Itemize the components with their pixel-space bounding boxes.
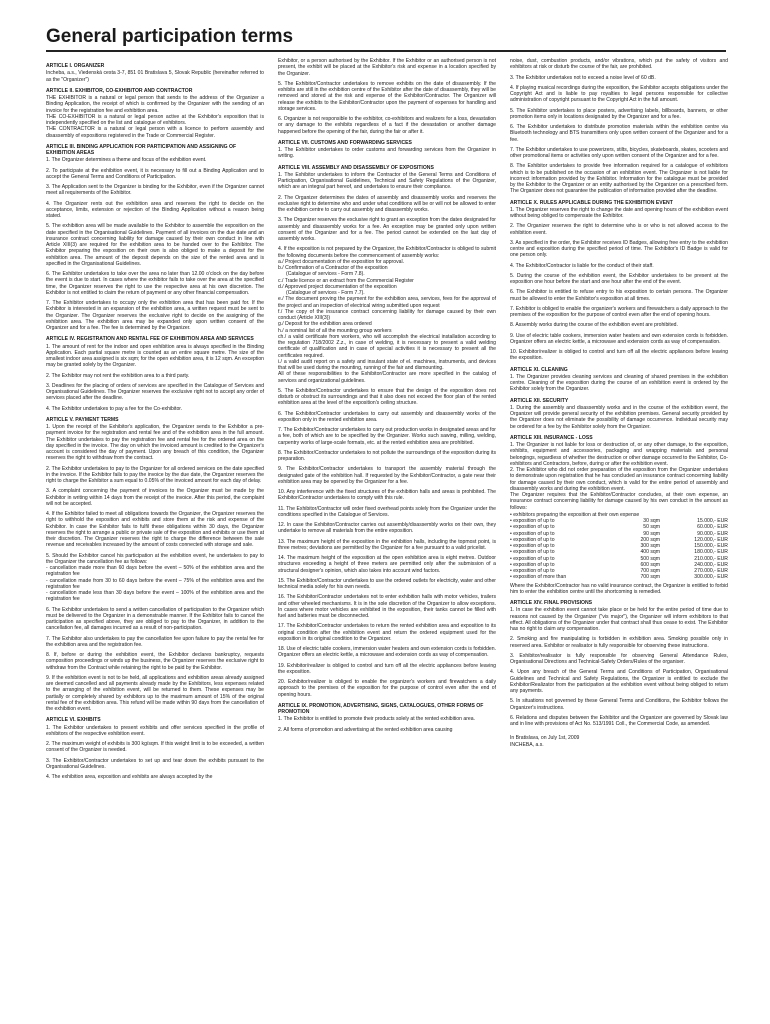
column-3 (510, 58, 728, 748)
row-label: • exposition of up to (510, 518, 555, 524)
list-item: a./ Project documentation of the exposition for approval. (278, 258, 405, 265)
list-item: - cancellation made less than 30 days before the event – 100% of the exhibition area and the registration fee (46, 590, 264, 603)
row-label: • exposition of up to (510, 536, 555, 543)
paragraph: 1. The Exhibitor undertakes to present exhibits and offer services specified in the profile of exhibitors of the respective exhibition event. (46, 724, 264, 737)
paragraph: Exhibitor, or a person authorised by the Exhibitor. If the Exhibitor or an authorised person is not present, the exhibit will be placed at the Exhibitor's risk and expense in a location specified by the Organizer. (278, 58, 496, 77)
paragraph: 3. Exhibitor/realisator is fully responsible for observing General Attendance Rules, Organisational Directions and Technical-Safety Orders/Rules of the organiser. (510, 652, 728, 665)
article-heading: ARTICLE V. PAYMENT TERMS (46, 416, 119, 423)
paragraph: 8. The Exhibitor undertakes to provide free information required for a catalogue of exhibitors which is to be published on the occasion of an exhibition event. The Organizer is not liable for incorrect information provided by the Exhibitor. Information for the catalogue must be provided by the Exhibitor to the Organizer or an entity authorised by the Organizer on a prescribed form. The Organizer does not guarantee the publication of information provided after the deadline. (510, 163, 728, 195)
paragraph: 5. The Exhibitor/Contractor undertakes to ensure that the design of the exposition does not disturb or obstruct its surroundings and that it also does not exceed the floor plan of the rented exhibition area at the level of the exposition's ceiling structure. (278, 387, 496, 407)
list-item: (Catalogue of services - Form 7.7). (286, 290, 365, 296)
paragraph: 14. The maximum height of the exposition at the open exhibition area is eight metres. Outdoor structures exceeding a height of three meters are permitted only after the submission of a structural designer's opinion, which also takes into account wind factors. (278, 555, 496, 574)
paragraph: 5. The exhibition area will be made available to the Exhibitor to assemble the exposition on the date specified in the Organisational Guidelines. Payment of all invoices on the due date and an insurance contract concerning liability for damage caused by their own conduct in line with Article XIII(3) are required for the exhibition area to be handed over to the Exhibitor. The Exhibitor preparing the exposition on their own is also obliged to make a deposit for the exhibition area. The amount of the deposit depends on the size of the rented area and is specified in the Organisational Guidelines. (46, 223, 264, 267)
paragraph: 1. The Organizer reserves the right to change the date and opening hours of the exhibition event without being obliged to compensate the Exhibitor. (510, 206, 728, 219)
row-amount: 150.000,- EUR (694, 543, 728, 549)
paragraph: 11. The Exhibitor/Contractor will order fixed overhead points solely from the Organizer under the conditions specified in the Catalogue of Services. (278, 505, 496, 518)
list-item: h./ a nominal list of all the mounting group workers (278, 327, 392, 334)
row-size: 500 sqm (640, 555, 660, 562)
paragraph: 4. Upon any breach of the General Terms and Conditions of Participation, Organisational Guidelines and Technical and Safety Regulations, the Organizer is entitled to exclude the Exhibitor/Realizator from the participation at the exhibition event without being obliged to return any payments. (510, 669, 728, 694)
paragraph: Incheba, a.s., Viedenská cesta 3-7, 851 01 Bratislava 5, Slovak Republic (hereinafter referred to as the "Organizer") (46, 70, 264, 83)
row-size: 30 sqm (643, 518, 660, 524)
row-label: • exposition of up to (510, 555, 555, 562)
paragraph: 2. The maximum weight of exhibits is 300 kg/sqm. If this weight limit is to be exceeded, a written consent of the Organizer is needed. (46, 741, 264, 754)
paragraph: 3. Deadlines for the placing of orders of services are specified in the Catalogue of Services and Organisational Guidelines. The Organizer reserves the exclusive right not to accept any order of services placed after the deadline. (46, 382, 264, 402)
signature-place-date: In Bratislava, on July 1st, 2009 (510, 735, 580, 742)
paragraph: noise, dust, combustion products, and/or vibrations, which put the safety of visitors and exhibitors at risk or disturb the course of the fair, are prohibited. (510, 58, 728, 71)
paragraph: 3. The Organizer reserves the exclusive right to grant an exception from the dates designated for assembly and disassembly works for a fee. An exception may be granted only upon written consent of the Organizer and for a fee. The period cannot be extended on the last day of assembly works. (278, 217, 496, 242)
paragraph: 5. During the course of the exhibition event, the Exhibitor undertakes to be present at the exposition one hour before the start and one hour after the end of the event. (510, 272, 728, 285)
list-item: - cancellation made more than 60 days before the event – 50% of the exhibition area and the registration fee (46, 565, 264, 578)
list-item: f./ The copy of the insurance contract concerning liability for damage caused by their own conduct (Article XIII(3)) (278, 308, 496, 321)
column-1 (46, 58, 264, 784)
paragraph: 2. The Organizer determines the dates of assembly and disassembly works and reserves the exclusive right to determine who and under what conditions will be or will not be allowed to enter the exhibition centre to carry out assembly and disassembly works. (278, 194, 496, 213)
paragraph: 10. Exhibitor/realizer is obliged to control and turn off all the electric appliances before leaving the exposition. (510, 349, 728, 362)
paragraph: The Organizer requires that the Exhibitor/Contractor concludes, at their own expense, an insurance contract concerning liability for damage caused by his own conduct in the amount as follows: (510, 492, 728, 511)
row-size: 50 sqm (643, 524, 660, 531)
paragraph: 7. The Exhibitor also undertakes to pay the cancellation fee upon failure to pay the rental fee for the exhibition area and the registration fee. (46, 635, 264, 648)
paragraph: 4. The exhibition area, exposition and exhibits are always accepted by the (46, 774, 213, 780)
paragraph: 9. The Exhibitor/Contractor undertakes to transport the assembly material through the designated gate of the exhibition hall. If requested by the Exhibitor/Contractor, a gate near their exhibition area may be opened by the Organizer for a fee. (278, 466, 496, 485)
paragraph: 2. Smoking and fire manipulating is forbidden in exhibition area. Smoking possible only in reserved area. Exhibitor or realisator is fully responsible for observing these instructions. (510, 636, 728, 649)
row-label: • exposition of up to (510, 543, 555, 549)
paragraph: 3. The Exhibitor undertakes not to exceed a noise level of 60 dB. (510, 74, 656, 81)
row-amount: 180.000,- EUR (694, 549, 728, 556)
paragraph: 4. The Exhibitor undertakes to pay a fee for the Co-exhibitor. (46, 405, 183, 412)
article-heading: ARTICLE VIII. ASSEMBLY AND DISASSEMBLY OF EXPOSITIONS (278, 164, 434, 171)
paragraph: 16. The Exhibitor/Contractor undertakes not to enter exhibition halls with motor vehicles, trailers and other wheeled mechanisms. It is in the sole discretion of the Organizer to allow exceptions. In cases where motor vehicles are exhibited in the exposition, their tanks cannot be filled with fuel and batteries must be disconnected. (278, 594, 496, 619)
paragraph: 2. To participate at the exhibition event, it is necessary to fill out a Binding Application and to accept the General Terms and Conditions of Participation. (46, 167, 264, 180)
list-item: c./ Trade licence or an extract from the Commercial Register (278, 277, 414, 284)
row-label: • exposition of up to (510, 524, 555, 531)
paragraph: 8. If, before or during the exhibition event, the Exhibitor declares bankruptcy, requests composition proceedings or winds up the business, the Organizer reserves the exclusive right to withdraw from the Contract while retaining the right to be paid by the Exhibitor. (46, 652, 264, 671)
article-heading: ARTICLE XII. SECURITY (510, 397, 569, 404)
signature-company: INCHEBA, a.s. (510, 741, 544, 748)
insurance-table (510, 512, 728, 581)
list-item: ch./ a valid certificate from workers, who will accomplish the electrical installation according to the regulation 718/2002 Z.z., in case of welding, it is necessary to present a valid welding certificate of qualification and in case of special activities it is necessary to present all the certificates required. (278, 333, 496, 359)
paragraph: 4. If playing musical recordings during the exposition, the Exhibitor accepts obligations under the Copyright Act and is liable to pay royalties to legal persons responsible for collective administration of copyright pursuant to the Copyright Act in the full amount. (510, 84, 728, 104)
paragraph: 1. In case the exhibition event cannot take place or be held for the entire period of time due to reasons not caused by the Organizer ("vis major"), the Organizer will inform exhibitors to that effect. All obligations of the Organizer under that contract shall thus cease to exist. The Exhibitor has no right to claim any compensation. (510, 607, 728, 632)
row-label: • exposition of up to (510, 568, 555, 574)
paragraph: 3. The Application sent to the Organizer is binding for the Exhibitor, even if the Organizer cannot meet all requirements of the Exhibitor. (46, 184, 264, 197)
paragraph: 5. The Exhibitor/Contractor undertakes to remove exhibits on the date of disassembly. If the exhibits are still in the exhibition centre of the Exhibitor after the date of disassembly, they will be removed and stored at the risk and expense of the Exhibitor/Contractor. The Organizer will release the exhibits to the Exhibitor/Contractor upon the payment of expenses for handling and storage services. (278, 80, 496, 112)
paragraph: 10. Any interference with the fixed structures of the exhibition halls and areas is prohibited. The Exhibitor/Contractor undertakes to comply with this rule. (278, 489, 496, 502)
row-label: • exposition of more than (510, 574, 567, 581)
paragraph: 2. The Exhibitor who did not order preparation of the exposition from the Organizer undertakes to demonstrate upon registration that he has concluded an insurance contract concerning liability for damage caused by their own conduct, which is valid for the entire period of assembly and disassembly works and during the exhibition event. (510, 467, 728, 492)
article-heading: ARTICLE II. EXHIBITOR, CO-EXHIBITOR AND CONTRACTOR (46, 87, 193, 94)
paragraph: 8. Assembly works during the course of the exhibition event are prohibited. (510, 322, 678, 329)
paragraph: 5. The Exhibitor undertakes to place posters, advertising labels, billboards, banners, or other promotion items only in locations designated by the Organizer and for a fee. (510, 107, 728, 120)
paragraph: 3. As specified in the order, the Exhibitor receives ID Badges, allowing free entry to the exhibition centre and exposition during the specified period of time. The Exhibitor's ID Badge is valid for one person only. (510, 239, 728, 259)
row-size: 700 sqm (640, 568, 660, 574)
paragraph: 18. Use of electric table cookers, immersion water heaters and own extension cords is forbidden. Organizer offers an electric kettle, a microwave and extension cords as way of compensation. (278, 646, 497, 659)
paragraph: 6. The Exhibitor undertakes to take over the area no later than 12.00 o'clock on the day before the event is due to start. In cases where the exhibitor fails to take over the area at the specified time, the Organizer reserves the right to use the respective area at his own discretion. The Exhibitor is not entitled to claim the return of payment or any other financial compensation. (46, 271, 264, 296)
list-item: d./ Approved project documentation of the exposition (278, 283, 397, 290)
paragraph: 5. In situations not governed by these General Terms and Conditions, the Exhibitor follows the Organizer's instructions. (510, 698, 728, 711)
row-label: • exposition of up to (510, 561, 555, 568)
list-item: g./ Deposit for the exhibition area ordered (278, 321, 372, 328)
paragraph: 1. The Exhibitor undertakes to order customs and forwarding services from the Organizer in writing. (278, 147, 496, 160)
paragraph: THE EXHIBITOR is a natural or legal person that sends to the address of the Organizer a Binding Application, the receipt of which is confirmed by the Organizer with the sending of an invoice for the registration fee and exhibition area. (46, 95, 264, 114)
article-heading: ARTICLE I. ORGANIZER (46, 63, 105, 69)
row-size: 700 sqm (640, 574, 660, 581)
article-heading: ARTICLE III. BINDING APPLICATION FOR PARTICIPATION AND ASSIGNING OF EXHIBITION AREAS (46, 143, 237, 156)
table-row (510, 574, 728, 580)
paragraph: 6. Organizer is not responsible to the exhibitor, co-exhibitors and realizers for a loss, devastation or any damage to the exhibits regardless of a fact if the devastation or another damage happened before the opening of the fair, during the fair or after it. (278, 116, 496, 135)
paragraph: 6. Relations and disputes between the Exhibitor and the Organizer are governed by Slovak law and in line with provisions of Act No. 513/1991 Coll., the Commercial Code, as amended. (510, 714, 728, 727)
paragraph: 17. The Exhibitor/Contractor undertakes to return the rented exhibition area and exposition to its original condition after the exhibition event and return the ordered equipment used for the exposition in its original condition to the Organizer. (278, 623, 496, 642)
paragraph: 6. The Exhibitor is entitled to refuse entry to his exposition to certain persons. The Organizer must be allowed to enter the Exhibitor's exposition at all times. (510, 289, 728, 302)
row-amount: 15.000,- EUR (697, 518, 728, 524)
paragraph: 6. The Exhibitor undertakes to send a written cancellation of participation to the Organizer which must be delivered to the Organizer in a demonstrable manner. If the Exhibitor fails to cancel the participation as specified above, they are obliged to pay to the Organizer, in addition to the cancellation fee, all damages incurred as a result of non-participation. (46, 606, 264, 632)
paragraph: 2. The Exhibitor may not rent the exhibition area to a third party. (46, 372, 190, 379)
paragraph: 4. The Exhibitor/Contractor is liable for the conduct of their staff. (510, 262, 654, 269)
row-size: 600 sqm (640, 561, 660, 568)
row-amount: 270.000,- EUR (694, 568, 728, 574)
paragraph: 3. A complaint concerning the payment of invoices to the Organizer must be made by the Exhibitor in writing within 14 days from the receipt of the invoice. After this period, the complaint will not be accepted. (46, 488, 264, 507)
row-amount: 210.000,- EUR (694, 555, 728, 562)
paragraph: 1. The Organizer provides cleaning services and cleaning of shared premises in the exhibition centre. Cleaning of the exposition during the course of an exhibition event is ordered by the Exhibitor solely from the Organizer. (510, 373, 728, 393)
paragraph: 6. The Exhibitor undertakes to distribute promotion materials within the exhibition centre via Bluetooth technology and BTS transmitters only upon written consent of the Organizer and for a fee. (510, 124, 728, 143)
row-size: 90 sqm (643, 530, 660, 537)
paragraph: 7. Exhibitor is obliged to enable the organizer's workers and firewatchers a daily approach to the premises of the exposition for the purpose of control even after the end of opening hours. (510, 305, 728, 318)
paragraph: 1. The amount of rent for the indoor and open exhibition area is always specified in the Binding Application. Each partial square metre is counted as an entire square metre. The size of the smallest indoor area assigned is six sqm; for the open exhibition area, it is 12 sqm. An exception may be granted solely by the Organizer. (46, 343, 264, 369)
row-amount: 240.000,- EUR (694, 561, 728, 568)
paragraph: 9. Use of electric table cookers, immersion water heaters and own extension cords is forbidden. Organizer offers an electric kettle, a microwave and extension cords as way of compensation. (510, 332, 728, 345)
article-heading: ARTICLE XIV. FINAL PROVISIONS (510, 600, 593, 606)
article-heading: ARTICLE IV. REGISTRATION AND RENTAL FEE OF EXHIBITION AREA AND SERVICES (46, 336, 254, 343)
paragraph: 1. Upon the receipt of the Exhibitor's application, the Organizer sends to the Exhibitor a pre-payment invoice for the registration and rental fee and of the exhibition area in the full amount. The Exhibitor undertakes to pay the registration fee and rental fee for the ordered area on the day specified in the invoice. The day on which the invoiced amount is credited to the Organizer's account is considered the day of payment. Upon any breach of this condition, the Organizer reserves the right to withdraw from the contract. (46, 424, 264, 462)
row-label: • exposition of up to (510, 549, 555, 556)
list-item: i./ a valid audit report on a safety and insulant state of el. machines, instruments, and devices that will be used during the mounting, running of the fair and dismounting. (278, 358, 496, 371)
row-label: • exposition of up to (510, 530, 555, 537)
row-size: 300 sqm (640, 543, 660, 549)
paragraph: 8. The Exhibitor/Contractor undertakes to not pollute the surroundings of the exposition during its preparation. (278, 449, 496, 462)
paragraph: 4. The Organizer rents out the exhibition area and reserves the right to decide on the acceptance, limits, extension or rejection of the Binding Application without a reason being stated. (46, 200, 264, 219)
list-item: (Catalogue of services - Form 7.8). (286, 271, 365, 278)
list-item: e./ The document proving the payment for the exhibition area, services, fees for the approval of the project and an inspection of electrical wiring submitted upon request (278, 296, 496, 309)
article-heading: ARTICLE XIII. INSURANCE - LOSS (510, 434, 593, 441)
column-2 (278, 58, 496, 737)
paragraph: 2. The Exhibitor undertakes to pay to the Organizer for all ordered services on the date specified in the invoice. If the Exhibitor fails to pay the invoice by the due date, the Organizer reserves the right to charge the Exhibitor a sum equal to 0.05% of the invoiced amount for each day of delay. (46, 465, 264, 484)
paragraph: 1. The Organizer is not liable for loss or destruction of, or any other damage, to the exposition, exhibits, equipment and accessories, packaging and wrapping materials and personal belongings, regardless of whether the destruction or other damage occurred to the Exhibitor, Co-exhibitors and Contractors, before, during or after the exhibition event. (510, 442, 728, 467)
paragraph: 4. If the exposition is not prepared by the Organizer, the Exhibitor/Contractor is obliged to submit the following documents before the commencement of assembly works: (278, 246, 496, 259)
article-heading: ARTICLE X. RULES APPLICABLE DURING THE EXHIBITION EVENT (510, 199, 673, 206)
article-heading: ARTICLE VII. CUSTOMS AND FORWARDING SERVICES (278, 139, 412, 146)
paragraph: 7. The Exhibitor/Contractor undertakes to carry out production works in designated areas and for a fee, both of which are to be specified by the Organizer. Works such sawing, milling, welding, carpentry works of large-scale formats, etc. at the rented exhibition area are prohibited. (278, 427, 496, 446)
article-heading: ARTICLE VI. EXHIBITS (46, 717, 101, 724)
paragraph: 1. During the assembly and disassembly works and in the course of the exhibition event, the Organizer will provide general security of the exhibition premises. General security provided by the Organizer does not eliminate the possibility of damage occurrence. Individual security may be ordered for a fee by the Exhibitor solely from the Organizer. (510, 404, 728, 430)
paragraph: Where the Exhibitor/Contractor has no valid insurance contract, the Organizer is entitled to forbid him to enter the exhibition centre until the shortcoming is remedied. (510, 582, 729, 595)
paragraph: 19. Exhibitor/realizer is obliged to control and turn off all the electric appliances before leaving the exposition. (278, 662, 496, 675)
row-amount: 300.000,- EUR (694, 574, 728, 581)
paragraph: 3. The Exhibitor/Contractor undertakes to set up and tear down the exhibits pursuant to the Organisational Guidelines. (46, 757, 264, 770)
signature-block (510, 735, 728, 748)
paragraph: 1. The Organizer determines a theme and focus of the exhibition event. (46, 157, 207, 164)
paragraph: 7. The Exhibitor undertakes to occupy only the exhibition area that has been paid for. If the Exhibitor is interested in an expansion of the exhibition area, a written request must be sent to the Organizer. The Organizer reserves the exclusive right to decide on the assigning of the exhibition area. The exhibition area may be expanded only upon written consent of the Organizer and for a fee. The fee is determined by the Organizer. (46, 300, 264, 331)
row-size: 400 sqm (640, 549, 660, 556)
paragraph: 13. The maximum height of the exposition in the exhibition halls, including the topmost point, is three metres; deviations are permitted by the Organizer for a fee pursuant to a valid pricelist. (278, 538, 496, 551)
title-rule (46, 50, 726, 52)
article-heading: ARTICLE XI. CLEANING (510, 366, 568, 373)
row-amount: 120.000,- EUR (694, 536, 728, 543)
paragraph: 6. The Exhibitor/Contractor undertakes to carry out assembly and disassembly works of the exposition only in the rented exhibition area. (278, 410, 496, 423)
paragraph: 1. The Exhibitor is entitled to promote their products solely at the rented exhibition area. (278, 716, 475, 723)
paragraph: THE CO-EXHIBITOR is a natural or legal person active at the Exhibitor's exposition that is independently specified on the list and catalogue of exhibitors. (46, 113, 264, 126)
row-size: 200 sqm (640, 536, 660, 543)
paragraph: 1. The Exhibitor undertakes to inform the Contractor of the General Terms and Conditions of Participation, Organisational Guidelines, Technical and Safety Regulations of the Organizer, which are an integral part hereof, and undertakes to ensure their compliance. (278, 171, 496, 191)
paragraph: All of these responsibilities to the Exhibitor/Contractor are more specified in the catalog of services and organizational guidelines. (278, 371, 496, 384)
page-title: General participation terms (46, 26, 294, 47)
list-item: b./ Confirmation of a Contractor of the exposition (278, 265, 388, 271)
paragraph: 4. If the Exhibitor failed to meet all obligations towards the Organizer, the Organizer reserves the right to withhold the exposition and exhibits and store them at the risk and expense of the Exhibitor. In case the Exhibitor fails to fulfil these obligations within 30 days, the Organizer reserves the right to arrange a public or private sale of the exposition and exhibits or use them at their discretion. The Organizer reserves the right to charge the difference between the sale revenue and receivables increased by the amount of costs connected with storage and sale. (46, 511, 264, 549)
insurance-table-head: • exhibitors preparing the exposition at their own expense (510, 511, 640, 518)
paragraph: 2. All forms of promotion and advertising at the rented exhibition area causing (278, 726, 453, 733)
paragraph: THE CONTRACTOR is a natural or legal person with a licence to perform assembly and disassembly of expositions registered in the Trade or Commercial Register. (46, 126, 264, 139)
row-amount: 60.000,- EUR (697, 524, 728, 531)
article-heading: ARTICLE IX. PROMOTION, ADVERTISING, SIGNS, CATALOGUES, OTHER FORMS OF PROMOTION (278, 702, 484, 715)
paragraph: 7. The Exhibitor undertakes to use powerizers, stilts, bicycles, skateboards, skates, scooters and other promotional items or activities only upon written consent of the Organizer and for a fee. (510, 146, 728, 159)
row-amount: 90.000,- EUR (697, 530, 728, 537)
paragraph: 5. Should the Exhibitor cancel his participation at the exhibition event, he undertakes to pay to the Organizer the cancellation fee as follows: (46, 552, 264, 565)
paragraph: 2. The Organizer reserves the right to determine who is or who is not allowed access to the exhibition event. (510, 223, 728, 236)
paragraph: 9. If the exhibition event is not to be held, all applications and exhibition areas already assigned are deemed cancelled and all payments already made by the Exhibitors, less expenses related to the arranging of the exhibition event, will be returned to them. These expenses may be partially or completely shared by exhibitors up to the maximum amount of 15% of the original rental fee of the exhibition area. This refund will be made within 90 days from the cancellation of the exhibition event. (46, 674, 264, 712)
paragraph: 15. The Exhibitor/Contractor undertakes to use the ordered outlets for electricity, water and other technical media solely for his own needs. (278, 577, 496, 590)
paragraph: 12. In case the Exhibitor/Contractor carries out assembly/disassembly works on their own, they undertake to remove all materials from the entire exposition. (278, 522, 496, 535)
list-item: - cancellation made from 30 to 60 days before the event – 75% of the exhibition area and the registration fee (46, 577, 264, 590)
paragraph: 20. Exhibitor/realizer is obliged to enable the organizer's workers and firewatchers a daily approach to the premises of the exposition for the purpose of control even after the end of opening hours. (278, 679, 496, 698)
